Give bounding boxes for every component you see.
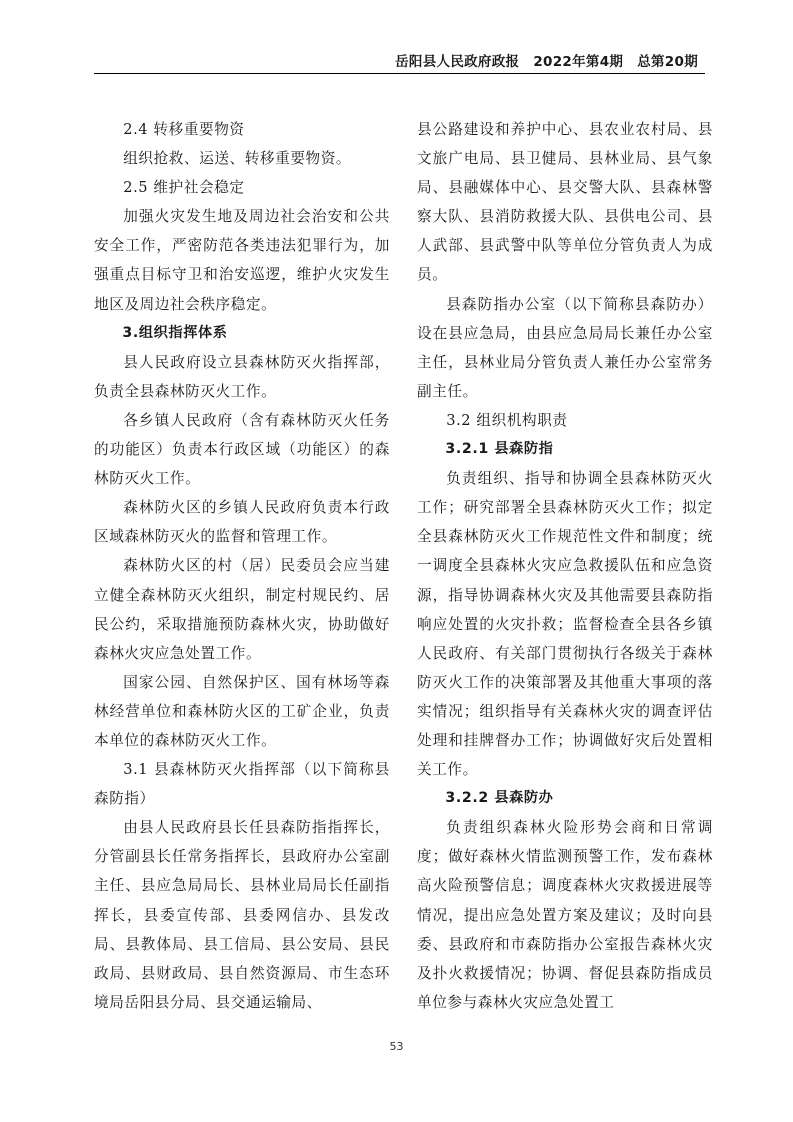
page-number: 53 (389, 1040, 404, 1053)
header-rule (94, 73, 705, 74)
publication-name: 岳阳县人民政府政报 (395, 54, 520, 70)
issue-number: 2022年第4期 (533, 54, 624, 70)
paragraph: 国家公园、自然保护区、国有林场等森林经营单位和森林防火区的工矿企业，负责本单位的森林防灭火工作。 (94, 673, 390, 749)
right-column (417, 115, 713, 1017)
paragraph: 加强火灾发生地及周边社会治安和公共安全工作，严密防范各类违法犯罪行为，加强重点目标守卫和治安巡逻，维护火灾发生地区及周边社会秩序稳定。 (94, 208, 390, 313)
heading-transfer-materials: 2.4 转移重要物资 (123, 121, 245, 138)
total-issue-number: 总第20期 (637, 54, 698, 70)
paragraph: 县人民政府设立县森林防灭火指挥部，负责全县森林防灭火工作。 (94, 353, 390, 400)
paragraph: 森林防火区的村（居）民委员会应当建立健全森林防灭火组织，制定村规民约、居民公约，采取措施预防森林火灾，协助做好森林火灾应急处置工作。 (94, 557, 390, 662)
heading-maintain-stability: 2.5 维护社会稳定 (123, 179, 245, 197)
heading-county-fpo: 3.2.2 县森防办 (445, 790, 554, 807)
heading-county-command: 3.1 县森林防灭火指挥部（以下简称县森防指） (94, 761, 390, 808)
paragraph-continued: 县公路建设和养护中心、县农业农村局、县文旅广电局、县卫健局、县林业局、县气象局、县融媒体中心、县交警大队、县森林警察大队、县消防救援大队、县供电公司、县人武部、县武警中队等单位分管负责人为成员。 (417, 121, 713, 284)
heading-organization-duties: 3.2 组织机构职责 (446, 411, 568, 429)
paragraph: 森林防火区的乡镇人民政府负责本行政区域森林防灭火的监督和管理工作。 (94, 499, 390, 546)
heading-command-system: 3.组织指挥体系 (122, 324, 228, 341)
paragraph: 各乡镇人民政府（含有森林防灭火任务的功能区）负责本行政区域（功能区）的森林防灭火工作。 (94, 411, 390, 488)
left-column (94, 115, 390, 1017)
paragraph: 组织抢救、运送、转移重要物资。 (123, 150, 352, 168)
paragraph: 负责组织森林火险形势会商和日常调度；做好森林火情监测预警工作，发布森林高火险预警信息；调度森林火灾救援进展等情况，提出应急处置方案及建议；及时向县委、县政府和市森防指办公室报告森林火灾及扑火救援情况；协调、督促县森防指成员单位参与森林火灾应急处置工 (417, 819, 713, 1011)
paragraph: 县森防指办公室（以下简称县森防办）设在县应急局，由县应急局局长兼任办公室主任，县林业局分管负责人兼任办公室常务副主任。 (417, 295, 713, 400)
paragraph: 负责组织、指导和协调全县森林防灭火工作；研究部署全县森林防灭火工作；拟定全县森林防灭火工作规范性文件和制度；统一调度全县森林火灾应急救援队伍和应急资源，指导协调森林火灾及其他需要县森防指响应处置的火灾扑救；监督检查全县各乡镇人民政府、有关部门贯彻执行各级关于森林防灭火工作的决策部署及其他重大事项的落实情况；组织指导有关森林火灾的调查评估处理和挂牌督办工作；协调做好灾后处置相关工作。 (417, 470, 713, 779)
paragraph: 由县人民政府县长任县森防指指挥长，分管副县长任常务指挥长，县政府办公室副主任、县应急局局长、县林业局局长任副指挥长，县委宣传部、县委网信办、县发改局、县教体局、县工信局、县公安局、县民政局、县财政局、县自然资源局、市生态环境局岳阳县分局、县交通运输局、 (94, 819, 390, 1011)
heading-county-fpc: 3.2.1 县森防指 (445, 441, 554, 458)
running-header (395, 50, 698, 70)
